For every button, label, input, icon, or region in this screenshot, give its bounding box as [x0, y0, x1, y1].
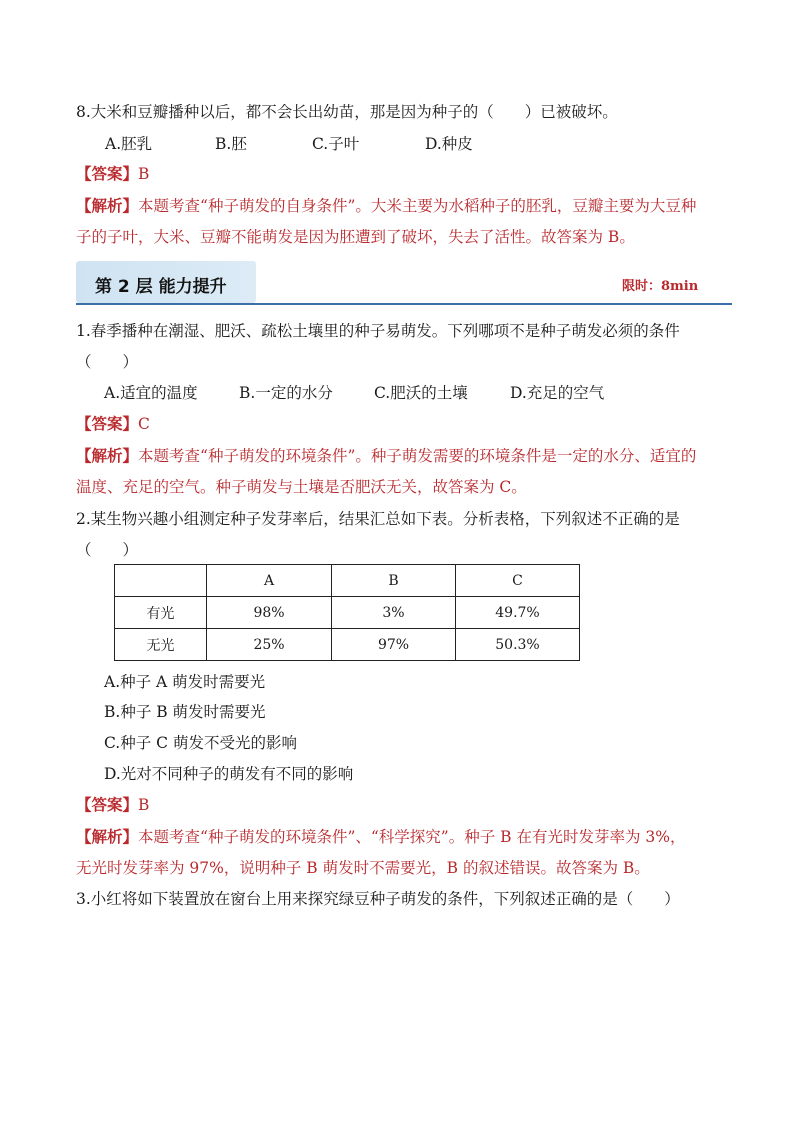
- q8-option-a: A.胚乳: [105, 135, 153, 153]
- answer-value: B: [138, 165, 150, 183]
- q1-analysis-line-1: [76, 445, 696, 467]
- table-cell: 98%: [207, 597, 332, 629]
- q2-stem-line-2: （ ）: [76, 541, 139, 559]
- table-row-label: 无光: [115, 629, 207, 661]
- section-divider: [76, 303, 732, 305]
- q2-option-c: C.种子 C 萌发不受光的影响: [104, 734, 297, 752]
- q8-option-d: D.种皮: [425, 135, 473, 153]
- q1-stem-line-2: （ ）: [76, 353, 139, 371]
- q1-option-c: C.肥沃的土壤: [374, 384, 468, 402]
- analysis-tag: 【解析】: [76, 827, 139, 846]
- table-cell: 3%: [332, 597, 456, 629]
- q1-option-a: A.适宜的温度: [104, 384, 198, 402]
- q1-option-d: D.充足的空气: [510, 384, 605, 402]
- q2-option-b: B.种子 B 萌发时需要光: [104, 703, 266, 721]
- analysis-text: 本题考查“种子萌发的自身条件”。大米主要为水稻种子的胚乳，豆瓣主要为大豆种: [138, 197, 697, 215]
- answer-tag: 【答案】: [76, 164, 139, 183]
- table-row: [115, 597, 580, 629]
- q8-analysis-line-1: [76, 195, 696, 217]
- analysis-tag: 【解析】: [76, 446, 139, 465]
- q8-answer: [76, 163, 149, 185]
- table-cell: 50.3%: [456, 629, 580, 661]
- table-header-cell: B: [332, 565, 456, 597]
- table-cell: 97%: [332, 629, 456, 661]
- q2-answer: [76, 794, 149, 816]
- answer-value: B: [138, 796, 150, 814]
- q2-option-a: A.种子 A 萌发时需要光: [104, 673, 266, 691]
- table-cell: 49.7%: [456, 597, 580, 629]
- q8-analysis-line-2: 子的子叶，大米、豆瓣不能萌发是因为胚遭到了破坏，失去了活性。故答案为 B。: [76, 228, 635, 246]
- q8-option-b: B.胚: [215, 135, 247, 153]
- table-header-cell: A: [207, 565, 332, 597]
- table-row: [115, 629, 580, 661]
- q1-stem-line-1: 1.春季播种在潮湿、肥沃、疏松土壤里的种子易萌发。下列哪项不是种子萌发必须的条件: [76, 322, 680, 340]
- answer-value: C: [138, 415, 150, 433]
- table-header-row: [115, 565, 580, 597]
- analysis-text: 本题考查“种子萌发的环境条件”、“科学探究”。种子 B 在有光时发芽率为 3%，: [138, 828, 686, 846]
- q1-analysis-line-2: 温度、充足的空气。种子萌发与土壤是否肥沃无关，故答案为 C。: [76, 478, 527, 496]
- time-limit: 限时：8min: [622, 279, 699, 294]
- table-cell: 25%: [207, 629, 332, 661]
- table-row-label: 有光: [115, 597, 207, 629]
- answer-tag: 【答案】: [76, 795, 139, 814]
- q8-option-c: C.子叶: [312, 135, 360, 153]
- section-title: 第 2 层 能力提升: [95, 277, 227, 297]
- q2-option-d: D.光对不同种子的萌发有不同的影响: [104, 765, 354, 783]
- table-header-cell: [115, 565, 207, 597]
- q8-stem: 8.大米和豆瓣播种以后，都不会长出幼苗，那是因为种子的（ ）已被破坏。: [76, 103, 618, 121]
- table-header-cell: C: [456, 565, 580, 597]
- q1-answer: [76, 413, 150, 435]
- analysis-tag: 【解析】: [76, 196, 139, 215]
- germination-table: [114, 564, 580, 661]
- q2-stem-line-1: 2.某生物兴趣小组测定种子发芽率后，结果汇总如下表。分析表格，下列叙述不正确的是: [76, 510, 680, 528]
- answer-tag: 【答案】: [76, 414, 139, 433]
- q3-stem: 3.小红将如下装置放在窗台上用来探究绿豆种子萌发的条件，下列叙述正确的是（ ）: [76, 890, 680, 908]
- q1-option-b: B.一定的水分: [239, 384, 333, 402]
- q2-analysis-line-1: [76, 826, 685, 848]
- q2-analysis-line-2: 无光时发芽率为 97%，说明种子 B 萌发时不需要光，B 的叙述错误。故答案为 B。: [76, 859, 650, 877]
- analysis-text: 本题考查“种子萌发的环境条件”。种子萌发需要的环境条件是一定的水分、适宜的: [138, 447, 697, 465]
